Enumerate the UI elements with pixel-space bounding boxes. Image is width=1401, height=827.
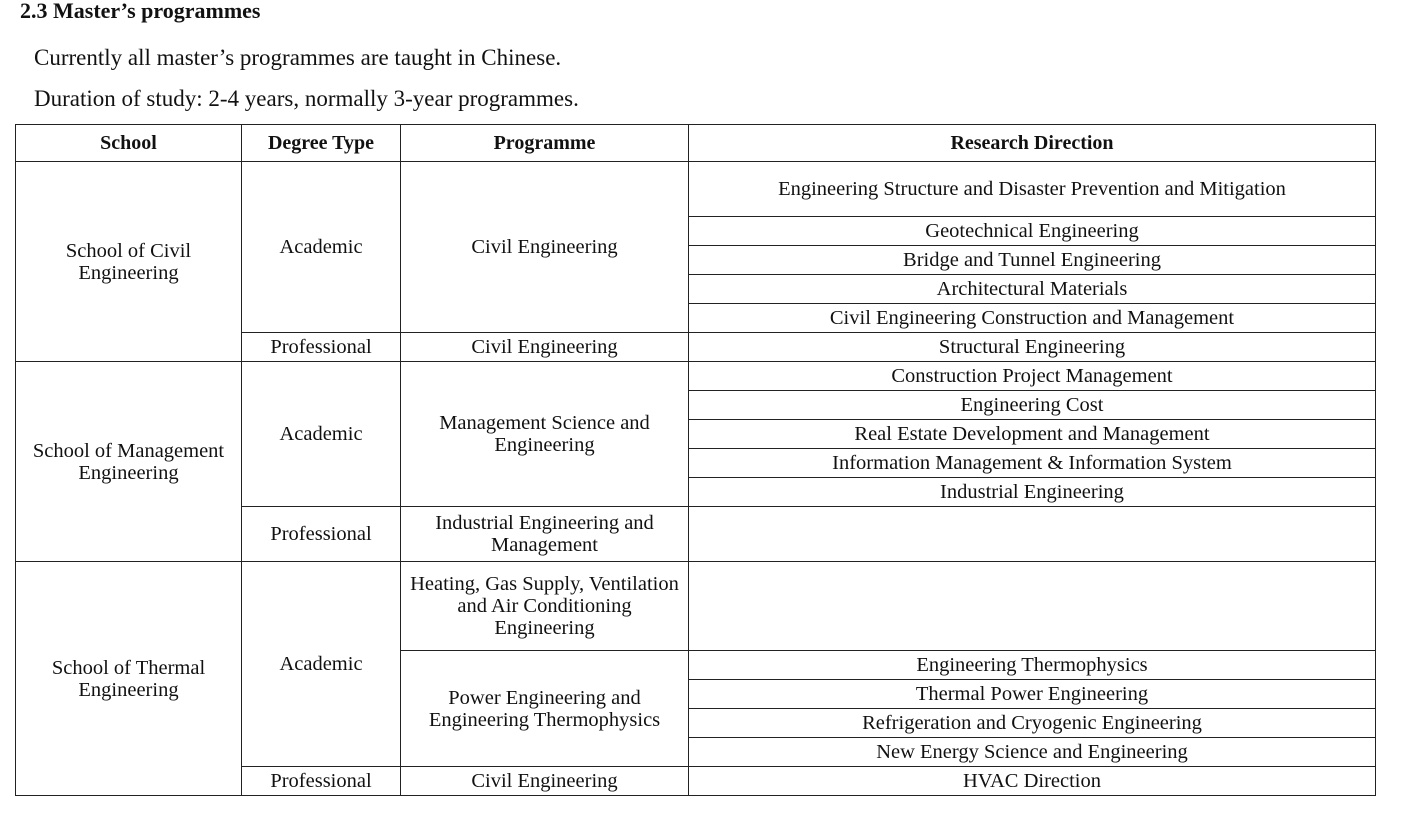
table-row bbox=[16, 362, 1376, 391]
programme-cell: Industrial Engineering and Management bbox=[401, 507, 689, 562]
research-direction-cell: Refrigeration and Cryogenic Engineering bbox=[689, 709, 1376, 738]
language-paragraph: Currently all master’s programmes are taught in Chinese. bbox=[34, 45, 562, 70]
table-header-row bbox=[16, 125, 1376, 162]
programme-cell: Civil Engineering bbox=[401, 767, 689, 796]
research-direction-cell: Civil Engineering Construction and Management bbox=[689, 304, 1376, 333]
research-direction-cell: Structural Engineering bbox=[689, 333, 1376, 362]
table-row bbox=[16, 162, 1376, 217]
programme-cell: Heating, Gas Supply, Ventilation and Air Conditioning Engineering bbox=[401, 562, 689, 651]
header-programme: Programme bbox=[401, 125, 689, 162]
research-direction-cell: Geotechnical Engineering bbox=[689, 217, 1376, 246]
table-row bbox=[16, 562, 1376, 651]
research-direction-cell: Engineering Cost bbox=[689, 391, 1376, 420]
school-cell: School of Thermal Engineering bbox=[16, 562, 242, 796]
degree-type-cell: Academic bbox=[242, 162, 401, 333]
research-direction-cell: Bridge and Tunnel Engineering bbox=[689, 246, 1376, 275]
masters-programmes-table bbox=[15, 124, 1376, 796]
header-school: School bbox=[16, 125, 242, 162]
school-cell: School of Civil Engineering bbox=[16, 162, 242, 362]
research-direction-cell: Industrial Engineering bbox=[689, 478, 1376, 507]
research-direction-cell: Architectural Materials bbox=[689, 275, 1376, 304]
degree-type-cell: Academic bbox=[242, 562, 401, 767]
school-cell: School of Management Engineering bbox=[16, 362, 242, 562]
programme-cell: Management Science and Engineering bbox=[401, 362, 689, 507]
degree-type-cell: Professional bbox=[242, 333, 401, 362]
section-heading: 2.3 Master’s programmes bbox=[20, 0, 261, 23]
header-research-direction: Research Direction bbox=[689, 125, 1376, 162]
duration-paragraph: Duration of study: 2-4 years, normally 3-year programmes. bbox=[34, 86, 579, 111]
research-direction-cell bbox=[689, 507, 1376, 562]
degree-type-cell: Professional bbox=[242, 767, 401, 796]
degree-type-cell: Professional bbox=[242, 507, 401, 562]
programme-cell: Civil Engineering bbox=[401, 162, 689, 333]
research-direction-cell: Thermal Power Engineering bbox=[689, 680, 1376, 709]
programme-cell: Power Engineering and Engineering Thermophysics bbox=[401, 651, 689, 767]
programme-cell: Civil Engineering bbox=[401, 333, 689, 362]
research-direction-cell: Engineering Thermophysics bbox=[689, 651, 1376, 680]
research-direction-cell: Construction Project Management bbox=[689, 362, 1376, 391]
header-degree-type: Degree Type bbox=[242, 125, 401, 162]
research-direction-cell: HVAC Direction bbox=[689, 767, 1376, 796]
research-direction-cell: Real Estate Development and Management bbox=[689, 420, 1376, 449]
research-direction-cell: Information Management & Information System bbox=[689, 449, 1376, 478]
research-direction-cell bbox=[689, 562, 1376, 651]
research-direction-cell: New Energy Science and Engineering bbox=[689, 738, 1376, 767]
degree-type-cell: Academic bbox=[242, 362, 401, 507]
research-direction-cell: Engineering Structure and Disaster Prevention and Mitigation bbox=[689, 162, 1376, 217]
